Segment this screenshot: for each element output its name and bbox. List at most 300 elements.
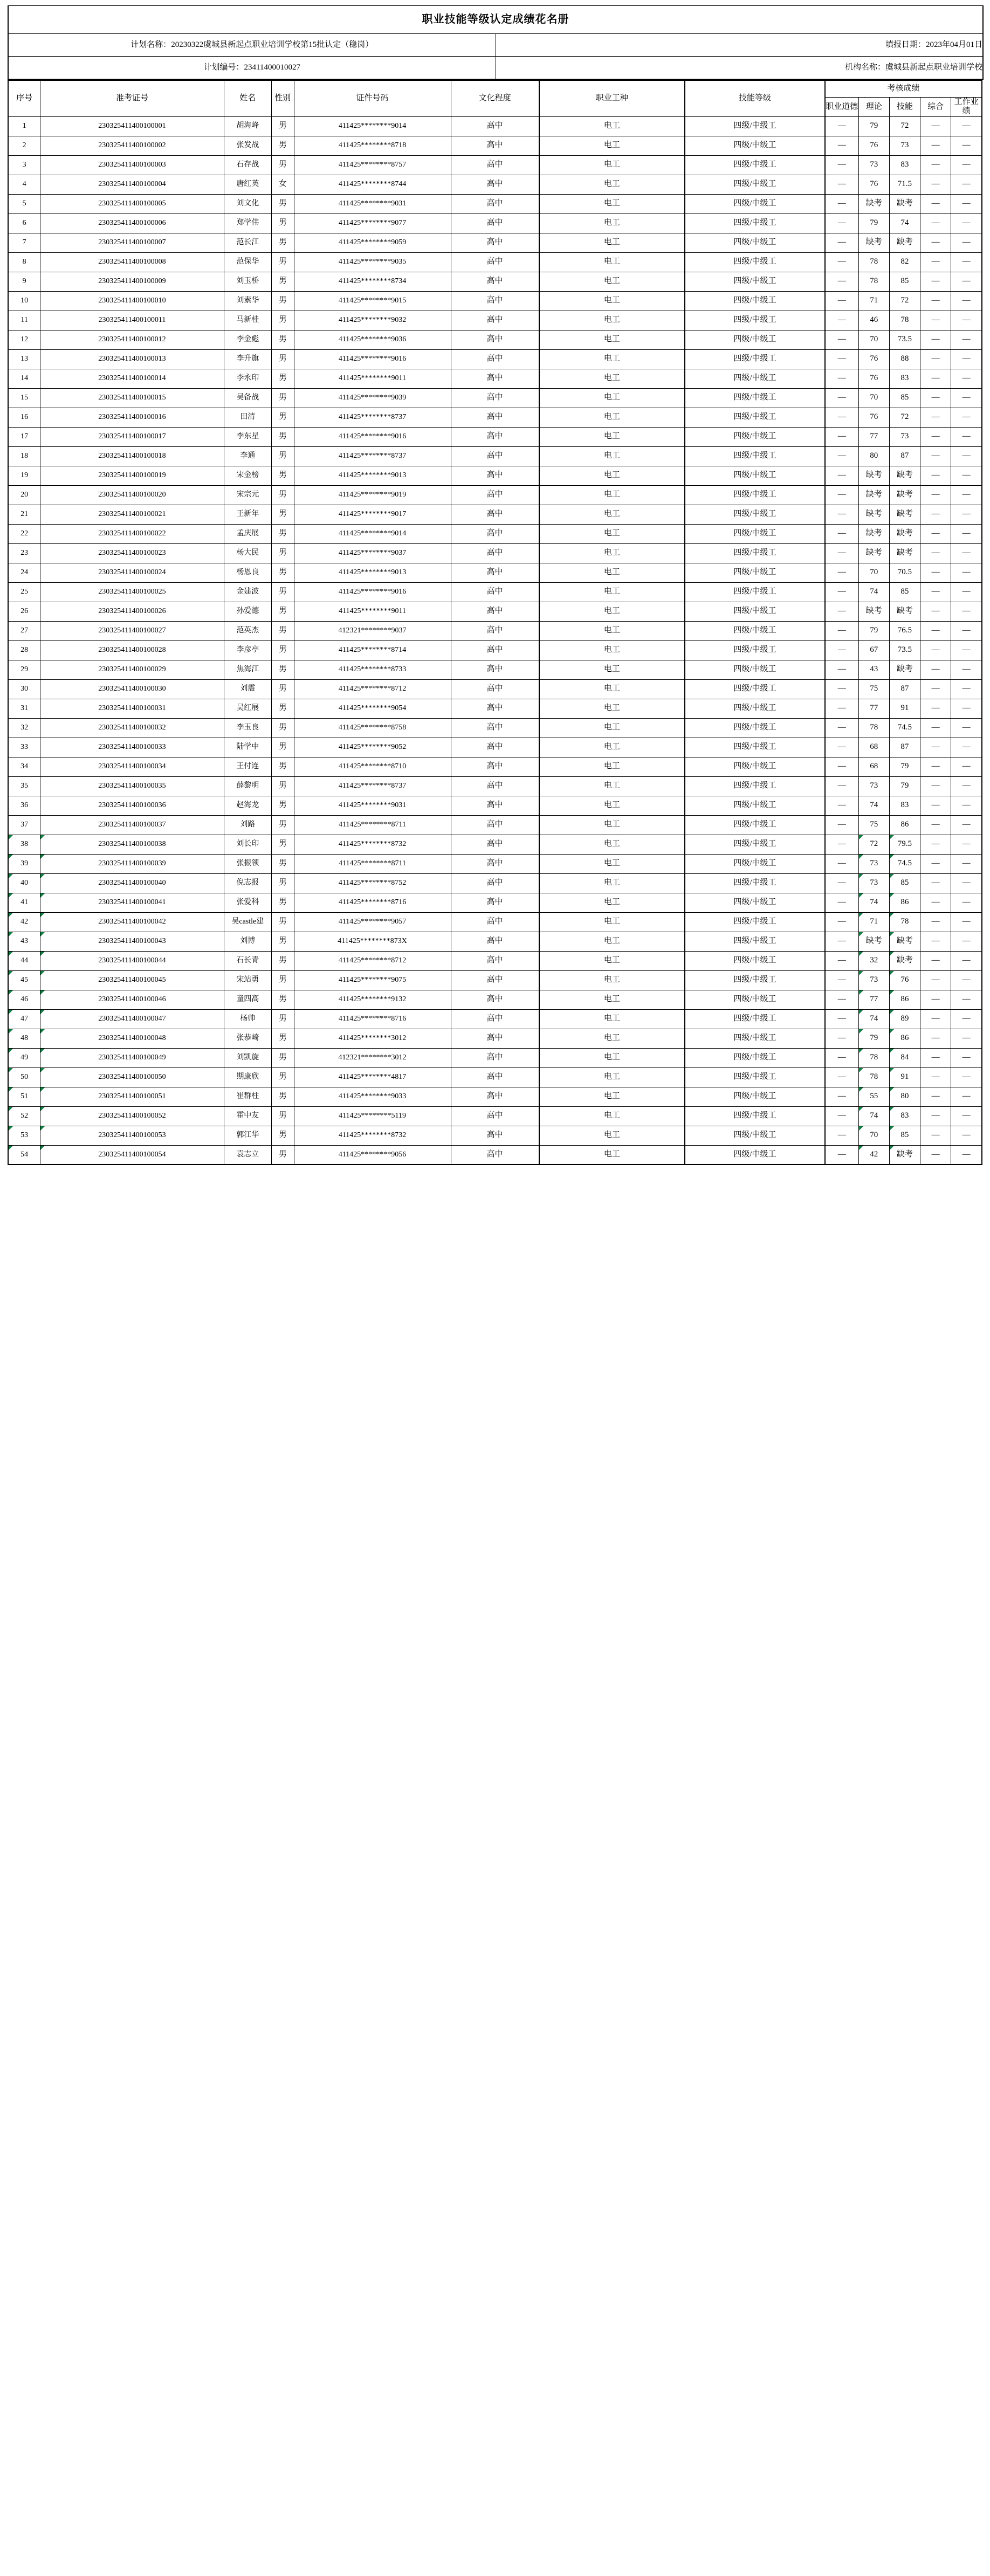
cell-score-skill: 缺考	[889, 505, 920, 524]
cell-occupation: 电工	[539, 757, 685, 776]
cell-seq: 14	[8, 369, 40, 388]
cell-score-skill: 73	[889, 427, 920, 446]
cell-seq: 34	[8, 757, 40, 776]
cell-name: 田清	[224, 408, 271, 427]
cell-score-skill: 76	[889, 970, 920, 990]
cell-skill-level: 四级/中级工	[685, 136, 825, 155]
cell-name: 郭江华	[224, 1126, 271, 1145]
cell-gender: 男	[271, 330, 294, 349]
table-row	[8, 136, 982, 155]
cell-skill-level: 四级/中级工	[685, 175, 825, 194]
cell-ticket: 230325411400100001	[40, 116, 224, 136]
cell-id-number: 411425********8712	[294, 951, 451, 970]
cell-score-comprehensive: —	[920, 679, 951, 699]
cell-gender: 男	[271, 1009, 294, 1029]
cell-score-skill: 缺考	[889, 1145, 920, 1165]
cell-score-comprehensive: —	[920, 621, 951, 640]
cell-id-number: 411425********9016	[294, 582, 451, 602]
cell-score-skill: 91	[889, 699, 920, 718]
cell-ticket: 230325411400100011	[40, 311, 224, 330]
cell-score-theory: 74	[858, 796, 889, 815]
th-skill-level: 技能等级	[685, 80, 825, 117]
th-education: 文化程度	[451, 80, 539, 117]
cell-ticket: 230325411400100049	[40, 1048, 224, 1067]
table-row	[8, 621, 982, 640]
th-score-group: 考核成绩	[825, 80, 982, 98]
cell-score-theory: 73	[858, 155, 889, 175]
cell-score-theory: 42	[858, 1145, 889, 1165]
cell-occupation: 电工	[539, 1029, 685, 1048]
th-score-performance: 工作业绩	[951, 98, 982, 117]
cell-skill-level: 四级/中级工	[685, 388, 825, 408]
cell-id-number: 411425********8711	[294, 815, 451, 835]
cell-score-skill: 91	[889, 1067, 920, 1087]
header-group-row	[8, 80, 982, 98]
cell-id-number: 411425********9032	[294, 311, 451, 330]
cell-education: 高中	[451, 252, 539, 272]
cell-seq: 1	[8, 116, 40, 136]
cell-skill-level: 四级/中级工	[685, 621, 825, 640]
cell-name: 王新年	[224, 505, 271, 524]
cell-education: 高中	[451, 1029, 539, 1048]
table-header	[8, 80, 982, 117]
cell-education: 高中	[451, 582, 539, 602]
cell-id-number: 411425********8714	[294, 640, 451, 660]
cell-score-theory: 缺考	[858, 233, 889, 252]
cell-name: 张振领	[224, 854, 271, 873]
cell-score-performance: —	[951, 485, 982, 505]
cell-score-comprehensive: —	[920, 738, 951, 757]
plan-name-label: 计划名称：	[130, 40, 171, 49]
cell-score-comprehensive: —	[920, 1087, 951, 1106]
report-date-cell	[496, 34, 983, 57]
cell-score-comprehensive: —	[920, 718, 951, 738]
cell-skill-level: 四级/中级工	[685, 1126, 825, 1145]
cell-gender: 男	[271, 718, 294, 738]
cell-occupation: 电工	[539, 835, 685, 854]
cell-education: 高中	[451, 990, 539, 1009]
cell-occupation: 电工	[539, 252, 685, 272]
cell-gender: 男	[271, 1126, 294, 1145]
cell-score-ethics: —	[825, 718, 858, 738]
cell-education: 高中	[451, 1145, 539, 1165]
cell-occupation: 电工	[539, 718, 685, 738]
cell-ticket: 230325411400100003	[40, 155, 224, 175]
cell-seq: 12	[8, 330, 40, 349]
cell-skill-level: 四级/中级工	[685, 155, 825, 175]
cell-gender: 男	[271, 660, 294, 679]
cell-education: 高中	[451, 1009, 539, 1029]
cell-ticket: 230325411400100036	[40, 796, 224, 815]
cell-seq: 7	[8, 233, 40, 252]
cell-gender: 男	[271, 815, 294, 835]
cell-skill-level: 四级/中级工	[685, 116, 825, 136]
cell-score-performance: —	[951, 1067, 982, 1087]
cell-gender: 男	[271, 369, 294, 388]
cell-score-skill: 71.5	[889, 175, 920, 194]
cell-score-skill: 74.5	[889, 718, 920, 738]
cell-score-skill: 73.5	[889, 640, 920, 660]
cell-skill-level: 四级/中级工	[685, 466, 825, 485]
cell-score-comprehensive: —	[920, 990, 951, 1009]
cell-id-number: 412321********3012	[294, 1048, 451, 1067]
cell-occupation: 电工	[539, 543, 685, 563]
cell-score-performance: —	[951, 951, 982, 970]
table-row	[8, 291, 982, 311]
cell-score-performance: —	[951, 349, 982, 369]
cell-ticket: 230325411400100026	[40, 602, 224, 621]
cell-id-number: 411425********9052	[294, 738, 451, 757]
cell-seq: 26	[8, 602, 40, 621]
cell-score-ethics: —	[825, 970, 858, 990]
cell-education: 高中	[451, 116, 539, 136]
cell-score-performance: —	[951, 776, 982, 796]
cell-ticket: 230325411400100029	[40, 660, 224, 679]
cell-score-comprehensive: —	[920, 1009, 951, 1029]
cell-ticket: 230325411400100033	[40, 738, 224, 757]
cell-seq: 19	[8, 466, 40, 485]
cell-ticket: 230325411400100007	[40, 233, 224, 252]
cell-score-performance: —	[951, 1029, 982, 1048]
cell-gender: 男	[271, 136, 294, 155]
cell-gender: 男	[271, 194, 294, 213]
cell-score-skill: 73.5	[889, 330, 920, 349]
cell-score-comprehensive: —	[920, 1029, 951, 1048]
table-row	[8, 873, 982, 893]
cell-education: 高中	[451, 175, 539, 194]
cell-score-skill: 缺考	[889, 233, 920, 252]
cell-skill-level: 四级/中级工	[685, 272, 825, 291]
cell-gender: 男	[271, 213, 294, 233]
table-row	[8, 757, 982, 776]
cell-score-comprehensive: —	[920, 175, 951, 194]
cell-name: 唐红英	[224, 175, 271, 194]
th-name: 姓名	[224, 80, 271, 117]
cell-score-comprehensive: —	[920, 1145, 951, 1165]
cell-skill-level: 四级/中级工	[685, 873, 825, 893]
cell-score-comprehensive: —	[920, 524, 951, 543]
cell-score-ethics: —	[825, 1126, 858, 1145]
cell-occupation: 电工	[539, 116, 685, 136]
cell-skill-level: 四级/中级工	[685, 640, 825, 660]
cell-score-skill: 79.5	[889, 835, 920, 854]
cell-id-number: 411425********9039	[294, 388, 451, 408]
cell-seq: 40	[8, 873, 40, 893]
cell-education: 高中	[451, 757, 539, 776]
cell-name: 张恭崎	[224, 1029, 271, 1048]
cell-score-theory: 缺考	[858, 543, 889, 563]
table-row	[8, 796, 982, 815]
cell-score-skill: 88	[889, 349, 920, 369]
cell-score-performance: —	[951, 932, 982, 951]
plan-info-row	[8, 34, 983, 57]
cell-education: 高中	[451, 213, 539, 233]
cell-name: 刘路	[224, 815, 271, 835]
table-row	[8, 1106, 982, 1126]
cell-score-comprehensive: —	[920, 1126, 951, 1145]
cell-score-skill: 86	[889, 1029, 920, 1048]
cell-id-number: 411425********9031	[294, 194, 451, 213]
cell-score-performance: —	[951, 330, 982, 349]
table-body	[8, 116, 982, 1165]
cell-score-theory: 79	[858, 116, 889, 136]
cell-score-theory: 68	[858, 757, 889, 776]
table-row	[8, 1067, 982, 1087]
cell-score-skill: 72	[889, 291, 920, 311]
cell-score-ethics: —	[825, 543, 858, 563]
cell-id-number: 411425********9036	[294, 330, 451, 349]
cell-occupation: 电工	[539, 1106, 685, 1126]
cell-score-performance: —	[951, 563, 982, 582]
cell-gender: 男	[271, 388, 294, 408]
cell-seq: 21	[8, 505, 40, 524]
table-row	[8, 951, 982, 970]
cell-occupation: 电工	[539, 990, 685, 1009]
cell-score-ethics: —	[825, 582, 858, 602]
cell-score-comprehensive: —	[920, 388, 951, 408]
cell-ticket: 230325411400100027	[40, 621, 224, 640]
cell-education: 高中	[451, 543, 539, 563]
cell-score-theory: 73	[858, 873, 889, 893]
cell-id-number: 411425********8716	[294, 1009, 451, 1029]
cell-skill-level: 四级/中级工	[685, 349, 825, 369]
table-row	[8, 194, 982, 213]
cell-skill-level: 四级/中级工	[685, 1067, 825, 1087]
cell-score-ethics: —	[825, 757, 858, 776]
cell-score-theory: 70	[858, 1126, 889, 1145]
cell-occupation: 电工	[539, 699, 685, 718]
cell-seq: 47	[8, 1009, 40, 1029]
cell-skill-level: 四级/中级工	[685, 1009, 825, 1029]
cell-occupation: 电工	[539, 679, 685, 699]
cell-occupation: 电工	[539, 388, 685, 408]
cell-gender: 女	[271, 175, 294, 194]
cell-ticket: 230325411400100022	[40, 524, 224, 543]
cell-score-performance: —	[951, 524, 982, 543]
cell-score-performance: —	[951, 505, 982, 524]
cell-occupation: 电工	[539, 369, 685, 388]
cell-score-performance: —	[951, 718, 982, 738]
cell-score-skill: 86	[889, 893, 920, 912]
table-row	[8, 369, 982, 388]
plan-name-cell	[8, 34, 496, 57]
cell-id-number: 411425********9016	[294, 427, 451, 446]
cell-occupation: 电工	[539, 951, 685, 970]
table-row	[8, 835, 982, 854]
title-row	[8, 6, 983, 34]
cell-skill-level: 四级/中级工	[685, 485, 825, 505]
cell-education: 高中	[451, 194, 539, 213]
cell-ticket: 230325411400100043	[40, 932, 224, 951]
cell-score-comprehensive: —	[920, 233, 951, 252]
report-date-value: 2023年04月01日	[925, 40, 982, 49]
cell-score-performance: —	[951, 543, 982, 563]
cell-score-performance: —	[951, 757, 982, 776]
cell-id-number: 411425********8718	[294, 136, 451, 155]
cell-education: 高中	[451, 602, 539, 621]
cell-education: 高中	[451, 621, 539, 640]
cell-id-number: 411425********5119	[294, 1106, 451, 1126]
cell-name: 杨帅	[224, 1009, 271, 1029]
cell-seq: 27	[8, 621, 40, 640]
cell-skill-level: 四级/中级工	[685, 252, 825, 272]
table-row	[8, 1029, 982, 1048]
cell-score-comprehensive: —	[920, 291, 951, 311]
cell-gender: 男	[271, 563, 294, 582]
cell-occupation: 电工	[539, 136, 685, 155]
cell-ticket: 230325411400100004	[40, 175, 224, 194]
document-title-cell	[8, 6, 983, 34]
table-row	[8, 776, 982, 796]
th-score-theory: 理论	[858, 98, 889, 117]
cell-score-skill: 89	[889, 1009, 920, 1029]
table-row	[8, 718, 982, 738]
cell-score-ethics: —	[825, 776, 858, 796]
cell-ticket: 230325411400100018	[40, 446, 224, 466]
cell-skill-level: 四级/中级工	[685, 951, 825, 970]
cell-gender: 男	[271, 835, 294, 854]
cell-id-number: 411425********9013	[294, 563, 451, 582]
cell-score-theory: 72	[858, 835, 889, 854]
cell-score-ethics: —	[825, 311, 858, 330]
cell-score-ethics: —	[825, 388, 858, 408]
cell-skill-level: 四级/中级工	[685, 233, 825, 252]
cell-seq: 22	[8, 524, 40, 543]
cell-score-ethics: —	[825, 873, 858, 893]
cell-score-ethics: —	[825, 466, 858, 485]
cell-score-ethics: —	[825, 252, 858, 272]
cell-score-performance: —	[951, 1048, 982, 1067]
plan-code-row	[8, 57, 983, 79]
cell-name: 李玉良	[224, 718, 271, 738]
cell-score-theory: 73	[858, 854, 889, 873]
cell-skill-level: 四级/中级工	[685, 932, 825, 951]
cell-ticket: 230325411400100024	[40, 563, 224, 582]
cell-score-theory: 74	[858, 582, 889, 602]
cell-seq: 51	[8, 1087, 40, 1106]
cell-id-number: 411425********8737	[294, 408, 451, 427]
cell-gender: 男	[271, 1145, 294, 1165]
cell-id-number: 411425********8737	[294, 446, 451, 466]
cell-seq: 49	[8, 1048, 40, 1067]
th-occupation: 职业工种	[539, 80, 685, 117]
cell-skill-level: 四级/中级工	[685, 835, 825, 854]
cell-score-ethics: —	[825, 893, 858, 912]
cell-score-theory: 缺考	[858, 466, 889, 485]
cell-score-theory: 67	[858, 640, 889, 660]
cell-score-comprehensive: —	[920, 1048, 951, 1067]
cell-occupation: 电工	[539, 485, 685, 505]
cell-score-theory: 缺考	[858, 602, 889, 621]
cell-score-skill: 缺考	[889, 194, 920, 213]
cell-seq: 24	[8, 563, 40, 582]
th-gender: 性别	[271, 80, 294, 117]
cell-score-performance: —	[951, 116, 982, 136]
cell-education: 高中	[451, 388, 539, 408]
cell-score-ethics: —	[825, 932, 858, 951]
report-date-label: 填报日期：	[885, 40, 926, 49]
cell-score-performance: —	[951, 446, 982, 466]
page-title: 职业技能等级认定成绩花名册	[422, 13, 569, 25]
cell-score-ethics: —	[825, 854, 858, 873]
cell-id-number: 411425********9037	[294, 543, 451, 563]
cell-score-ethics: —	[825, 1067, 858, 1087]
cell-gender: 男	[271, 1106, 294, 1126]
cell-score-ethics: —	[825, 621, 858, 640]
cell-score-theory: 46	[858, 311, 889, 330]
cell-score-ethics: —	[825, 1106, 858, 1126]
cell-gender: 男	[271, 621, 294, 640]
cell-ticket: 230325411400100038	[40, 835, 224, 854]
cell-ticket: 230325411400100015	[40, 388, 224, 408]
cell-id-number: 411425********9019	[294, 485, 451, 505]
cell-ticket: 230325411400100044	[40, 951, 224, 970]
cell-score-ethics: —	[825, 155, 858, 175]
cell-ticket: 230325411400100050	[40, 1067, 224, 1087]
cell-score-performance: —	[951, 660, 982, 679]
cell-education: 高中	[451, 272, 539, 291]
table-row	[8, 912, 982, 932]
cell-score-comprehensive: —	[920, 563, 951, 582]
cell-seq: 20	[8, 485, 40, 505]
cell-name: 吴备战	[224, 388, 271, 408]
table-row	[8, 116, 982, 136]
cell-ticket: 230325411400100020	[40, 485, 224, 505]
cell-score-skill: 87	[889, 446, 920, 466]
cell-score-skill: 86	[889, 815, 920, 835]
cell-score-ethics: —	[825, 738, 858, 757]
cell-seq: 44	[8, 951, 40, 970]
cell-id-number: 411425********4817	[294, 1067, 451, 1087]
cell-name: 杨大民	[224, 543, 271, 563]
cell-name: 宋站勇	[224, 970, 271, 990]
cell-score-performance: —	[951, 893, 982, 912]
cell-gender: 男	[271, 893, 294, 912]
cell-score-theory: 74	[858, 893, 889, 912]
cell-score-performance: —	[951, 854, 982, 873]
cell-score-ethics: —	[825, 349, 858, 369]
cell-gender: 男	[271, 233, 294, 252]
cell-education: 高中	[451, 524, 539, 543]
cell-score-skill: 缺考	[889, 932, 920, 951]
cell-score-ethics: —	[825, 330, 858, 349]
cell-education: 高中	[451, 970, 539, 990]
cell-seq: 15	[8, 388, 40, 408]
cell-score-skill: 85	[889, 582, 920, 602]
cell-score-theory: 缺考	[858, 524, 889, 543]
cell-score-ethics: —	[825, 602, 858, 621]
cell-seq: 10	[8, 291, 40, 311]
cell-score-theory: 缺考	[858, 485, 889, 505]
cell-education: 高中	[451, 427, 539, 446]
cell-skill-level: 四级/中级工	[685, 524, 825, 543]
cell-occupation: 电工	[539, 582, 685, 602]
cell-gender: 男	[271, 427, 294, 446]
cell-name: 刘素华	[224, 291, 271, 311]
cell-education: 高中	[451, 155, 539, 175]
cell-ticket: 230325411400100041	[40, 893, 224, 912]
cell-id-number: 411425********8711	[294, 854, 451, 873]
cell-ticket: 230325411400100048	[40, 1029, 224, 1048]
cell-skill-level: 四级/中级工	[685, 718, 825, 738]
cell-seq: 23	[8, 543, 40, 563]
cell-id-number: 411425********9035	[294, 252, 451, 272]
table-row	[8, 660, 982, 679]
cell-occupation: 电工	[539, 932, 685, 951]
cell-id-number: 411425********8734	[294, 272, 451, 291]
plan-code-value: 23411400010027	[244, 63, 300, 72]
table-row	[8, 1145, 982, 1165]
